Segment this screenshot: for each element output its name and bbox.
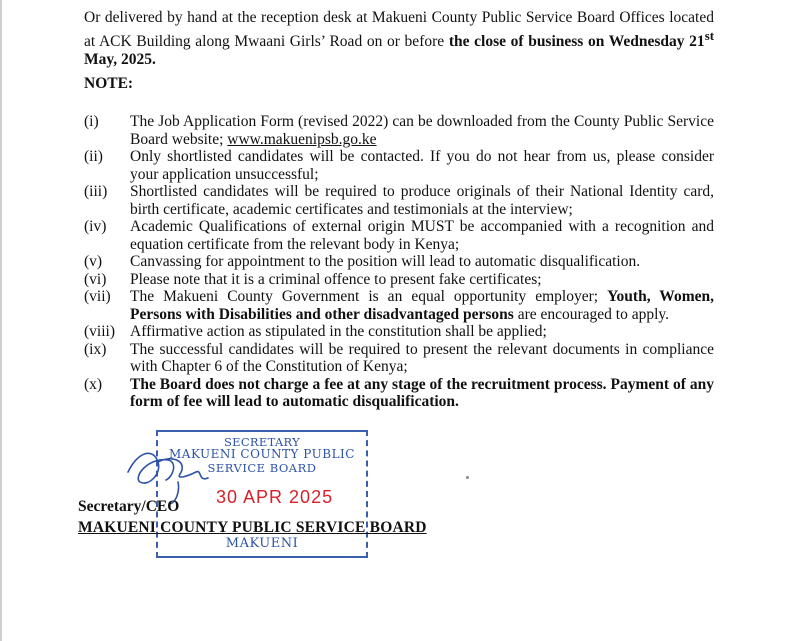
deadline-text-end: May, 2025. [84, 51, 156, 69]
item-text: The Job Application Form (revised 2022) can be downloaded from the County Public Service Board website; www.makuenipsb.go.ke [130, 113, 714, 148]
note-heading: NOTE: [84, 75, 134, 92]
item-number: (vii) [84, 288, 111, 305]
item-text: Please note that it is a criminal offence to present fake certificates; [130, 270, 542, 288]
list-item [84, 148, 714, 183]
item-text: The Board does not charge a fee at any stage of the recruitment process. Payment of any form of fee will lead to automatic disqualification. [130, 375, 714, 410]
intro-text: Or delivered by hand at the reception desk at Makueni County Public Service Board Offices located at ACK Building along Mwaani Girls’ Road on or before [84, 9, 714, 51]
item-text: Only shortlisted candidates will be contacted. If you do not hear from us, please consider your application unsuccessful; [130, 148, 714, 183]
item-number: (x) [84, 375, 103, 393]
list-item [84, 341, 714, 376]
list-item [84, 218, 714, 253]
list-item [84, 288, 714, 323]
item-text: Affirmative action as stipulated in the constitution shall be applied; [130, 323, 547, 340]
stamp-place: MAKUENI [225, 536, 299, 551]
scan-speck [466, 476, 469, 479]
board-name: MAKUENI COUNTY PUBLIC SERVICE BOARD [78, 519, 427, 536]
item-number: (i) [84, 113, 99, 130]
item-number: (ix) [84, 340, 107, 358]
deadline-superscript: st [704, 28, 715, 43]
list-item [84, 376, 714, 411]
stamp-line: SERVICE BOARD [207, 461, 317, 475]
item-text: The Makueni County Government is an equal opportunity employer; Youth, Women, Persons with Disabilities and other disadvantaged persons are encouraged to apply. [130, 288, 714, 323]
list-item [84, 323, 714, 341]
item-text: Canvassing for appointment to the position will lead to automatic disqualification. [130, 253, 641, 270]
stamp-line: MAKUENI COUNTY PUBLIC [169, 447, 355, 461]
page-edge [0, 0, 2, 641]
item-number: (iii) [84, 183, 108, 200]
signatory-title: Secretary/CEO [78, 498, 180, 515]
notes-list [84, 113, 714, 411]
item-number: (ii) [84, 148, 103, 165]
list-item [84, 113, 714, 148]
stamp-line: SECRETARY [223, 435, 301, 449]
item-text: Shortlisted candidates will be required to produce originals of their National Identity card, birth certificate, academic certificates and testimonials at the interview; [130, 183, 714, 218]
list-item [84, 253, 714, 271]
item-text: The successful candidates will be required to present the relevant documents in compliance with Chapter 6 of the Constitution of Kenya; [130, 340, 714, 375]
submission-paragraph [84, 9, 714, 69]
stamp-date: 30 APR 2025 [216, 487, 334, 507]
deadline-text: the close of business on Wednesday 21 [448, 33, 705, 51]
item-number: (v) [84, 253, 103, 270]
item-text: Academic Qualifications of external origin MUST be accompanied with a recognition and equation certificate from the relevant body in Kenya; [130, 218, 714, 253]
item-number: (iv) [84, 218, 107, 235]
item-number: (vi) [84, 270, 107, 288]
list-item [84, 271, 714, 289]
list-item [84, 183, 714, 218]
website-link[interactable]: www.makuenipsb.go.ke [227, 130, 377, 148]
item-number: (viii) [84, 323, 115, 340]
